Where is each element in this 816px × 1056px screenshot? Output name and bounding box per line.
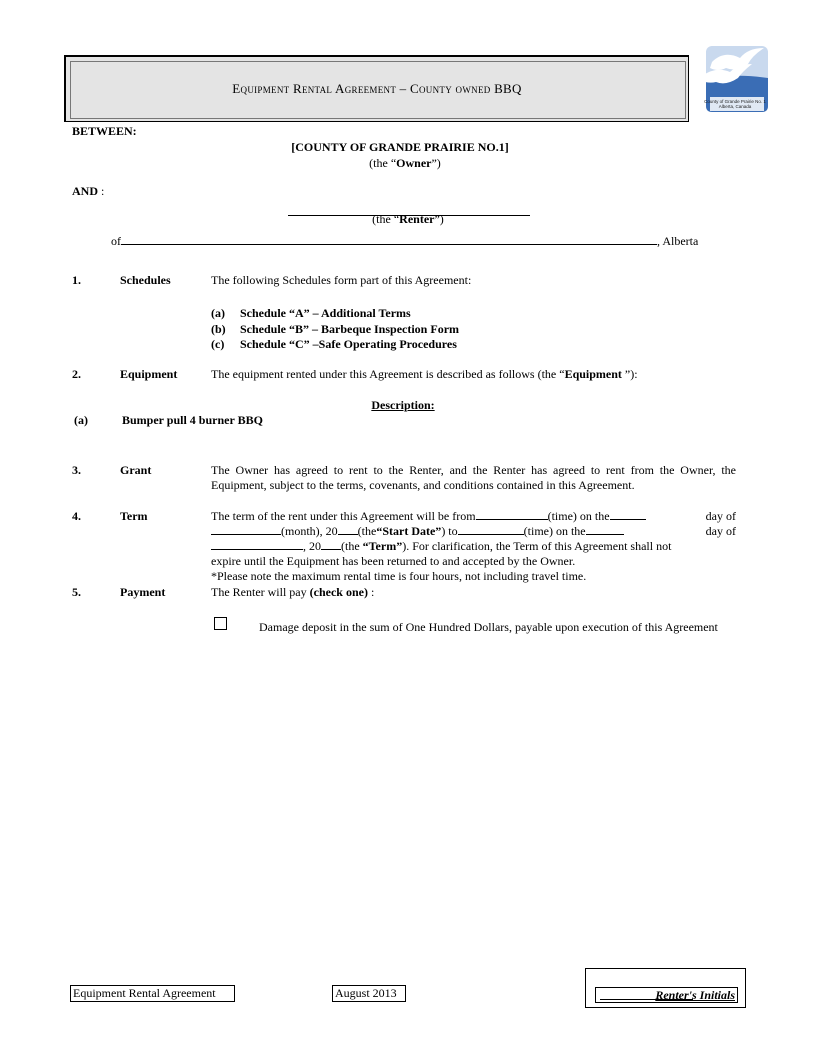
initials-box — [585, 968, 746, 1008]
term-line-1: The term of the rent under this Agreement will be from (time) on the day of — [211, 509, 736, 523]
schedule-b-label: (b) — [211, 322, 226, 336]
and-label: AND : — [72, 184, 105, 198]
end-month-field[interactable] — [211, 539, 303, 550]
description-heading: Description: — [371, 398, 435, 412]
end-year-field[interactable] — [321, 539, 341, 550]
end-time-field[interactable] — [458, 524, 524, 535]
term-line-2: (month), 20 (the “Start Date” ) to (time) on the day of — [211, 524, 736, 539]
section-5-heading: Payment — [120, 585, 166, 599]
address-line: of , Alberta — [111, 234, 699, 248]
start-day-field[interactable] — [610, 509, 646, 520]
section-4-heading: Term — [120, 509, 148, 523]
footer-doc-name: Equipment Rental Agreement — [70, 985, 235, 1002]
title-box — [64, 55, 689, 122]
equipment-item-text: Bumper pull 4 burner BBQ — [122, 413, 263, 427]
section-1-number: 1. — [72, 273, 81, 287]
start-year-field[interactable] — [338, 524, 358, 535]
county-logo — [696, 42, 774, 116]
section-3-text: The Owner has agreed to rent to the Renter, and the Renter has agreed to rent from the Owner, the Equipment, subject to the terms, covenants, and conditions contained in this Agreement. — [211, 463, 736, 492]
damage-deposit-checkbox[interactable] — [214, 617, 227, 630]
section-2-number: 2. — [72, 367, 81, 381]
term-line-3: , 20 (the “Term”). For clarification, the Term of this Agreement shall not — [211, 539, 736, 554]
between-label: BETWEEN: — [72, 124, 137, 138]
owner-name: [COUNTY OF GRANDE PRAIRIE NO.1] — [291, 140, 509, 154]
section-1-heading: Schedules — [120, 273, 171, 287]
section-2-text: The equipment rented under this Agreement is described as follows (the “Equipment ”): — [211, 367, 638, 381]
section-3-heading: Grant — [120, 463, 152, 477]
schedule-a-text: Schedule “A” – Additional Terms — [240, 306, 411, 320]
section-3-number: 3. — [72, 463, 81, 477]
initials-field[interactable] — [595, 987, 738, 1003]
start-month-field[interactable] — [211, 524, 281, 535]
term-line-4: expire until the Equipment has been returned to and accepted by the Owner. — [211, 554, 576, 568]
section-2-heading: Equipment — [120, 367, 178, 381]
section-5-text: The Renter will pay (check one) : — [211, 585, 375, 599]
owner-caption: (the “Owner”) — [369, 156, 441, 170]
damage-deposit-text: Damage deposit in the sum of One Hundred Dollars, payable upon execution of this Agreement — [259, 620, 718, 634]
schedule-c-label: (c) — [211, 337, 225, 351]
schedule-a-label: (a) — [211, 306, 225, 320]
document-title: Equipment Rental Agreement – County owned BBQ — [232, 81, 522, 96]
section-1-text: The following Schedules form part of this Agreement: — [211, 273, 472, 287]
section-4-number: 4. — [72, 509, 81, 523]
equipment-item-label: (a) — [74, 413, 88, 427]
end-day-field[interactable] — [586, 524, 624, 535]
schedule-b-text: Schedule “B” – Barbeque Inspection Form — [240, 322, 460, 336]
renter-caption: (the “Renter”) — [372, 212, 444, 226]
start-time-field[interactable] — [476, 509, 548, 520]
schedule-c-text: Schedule “C” –Safe Operating Procedures — [240, 337, 457, 351]
term-note: *Please note the maximum rental time is four hours, not including travel time. — [211, 569, 587, 583]
section-5-number: 5. — [72, 585, 81, 599]
initials-label: Renter's Initials — [655, 988, 735, 1002]
address-field[interactable] — [121, 234, 657, 245]
footer-date: August 2013 — [332, 985, 406, 1002]
logo-caption: County of Grande Prairie No. 1 Alberta, Canada — [704, 99, 766, 109]
